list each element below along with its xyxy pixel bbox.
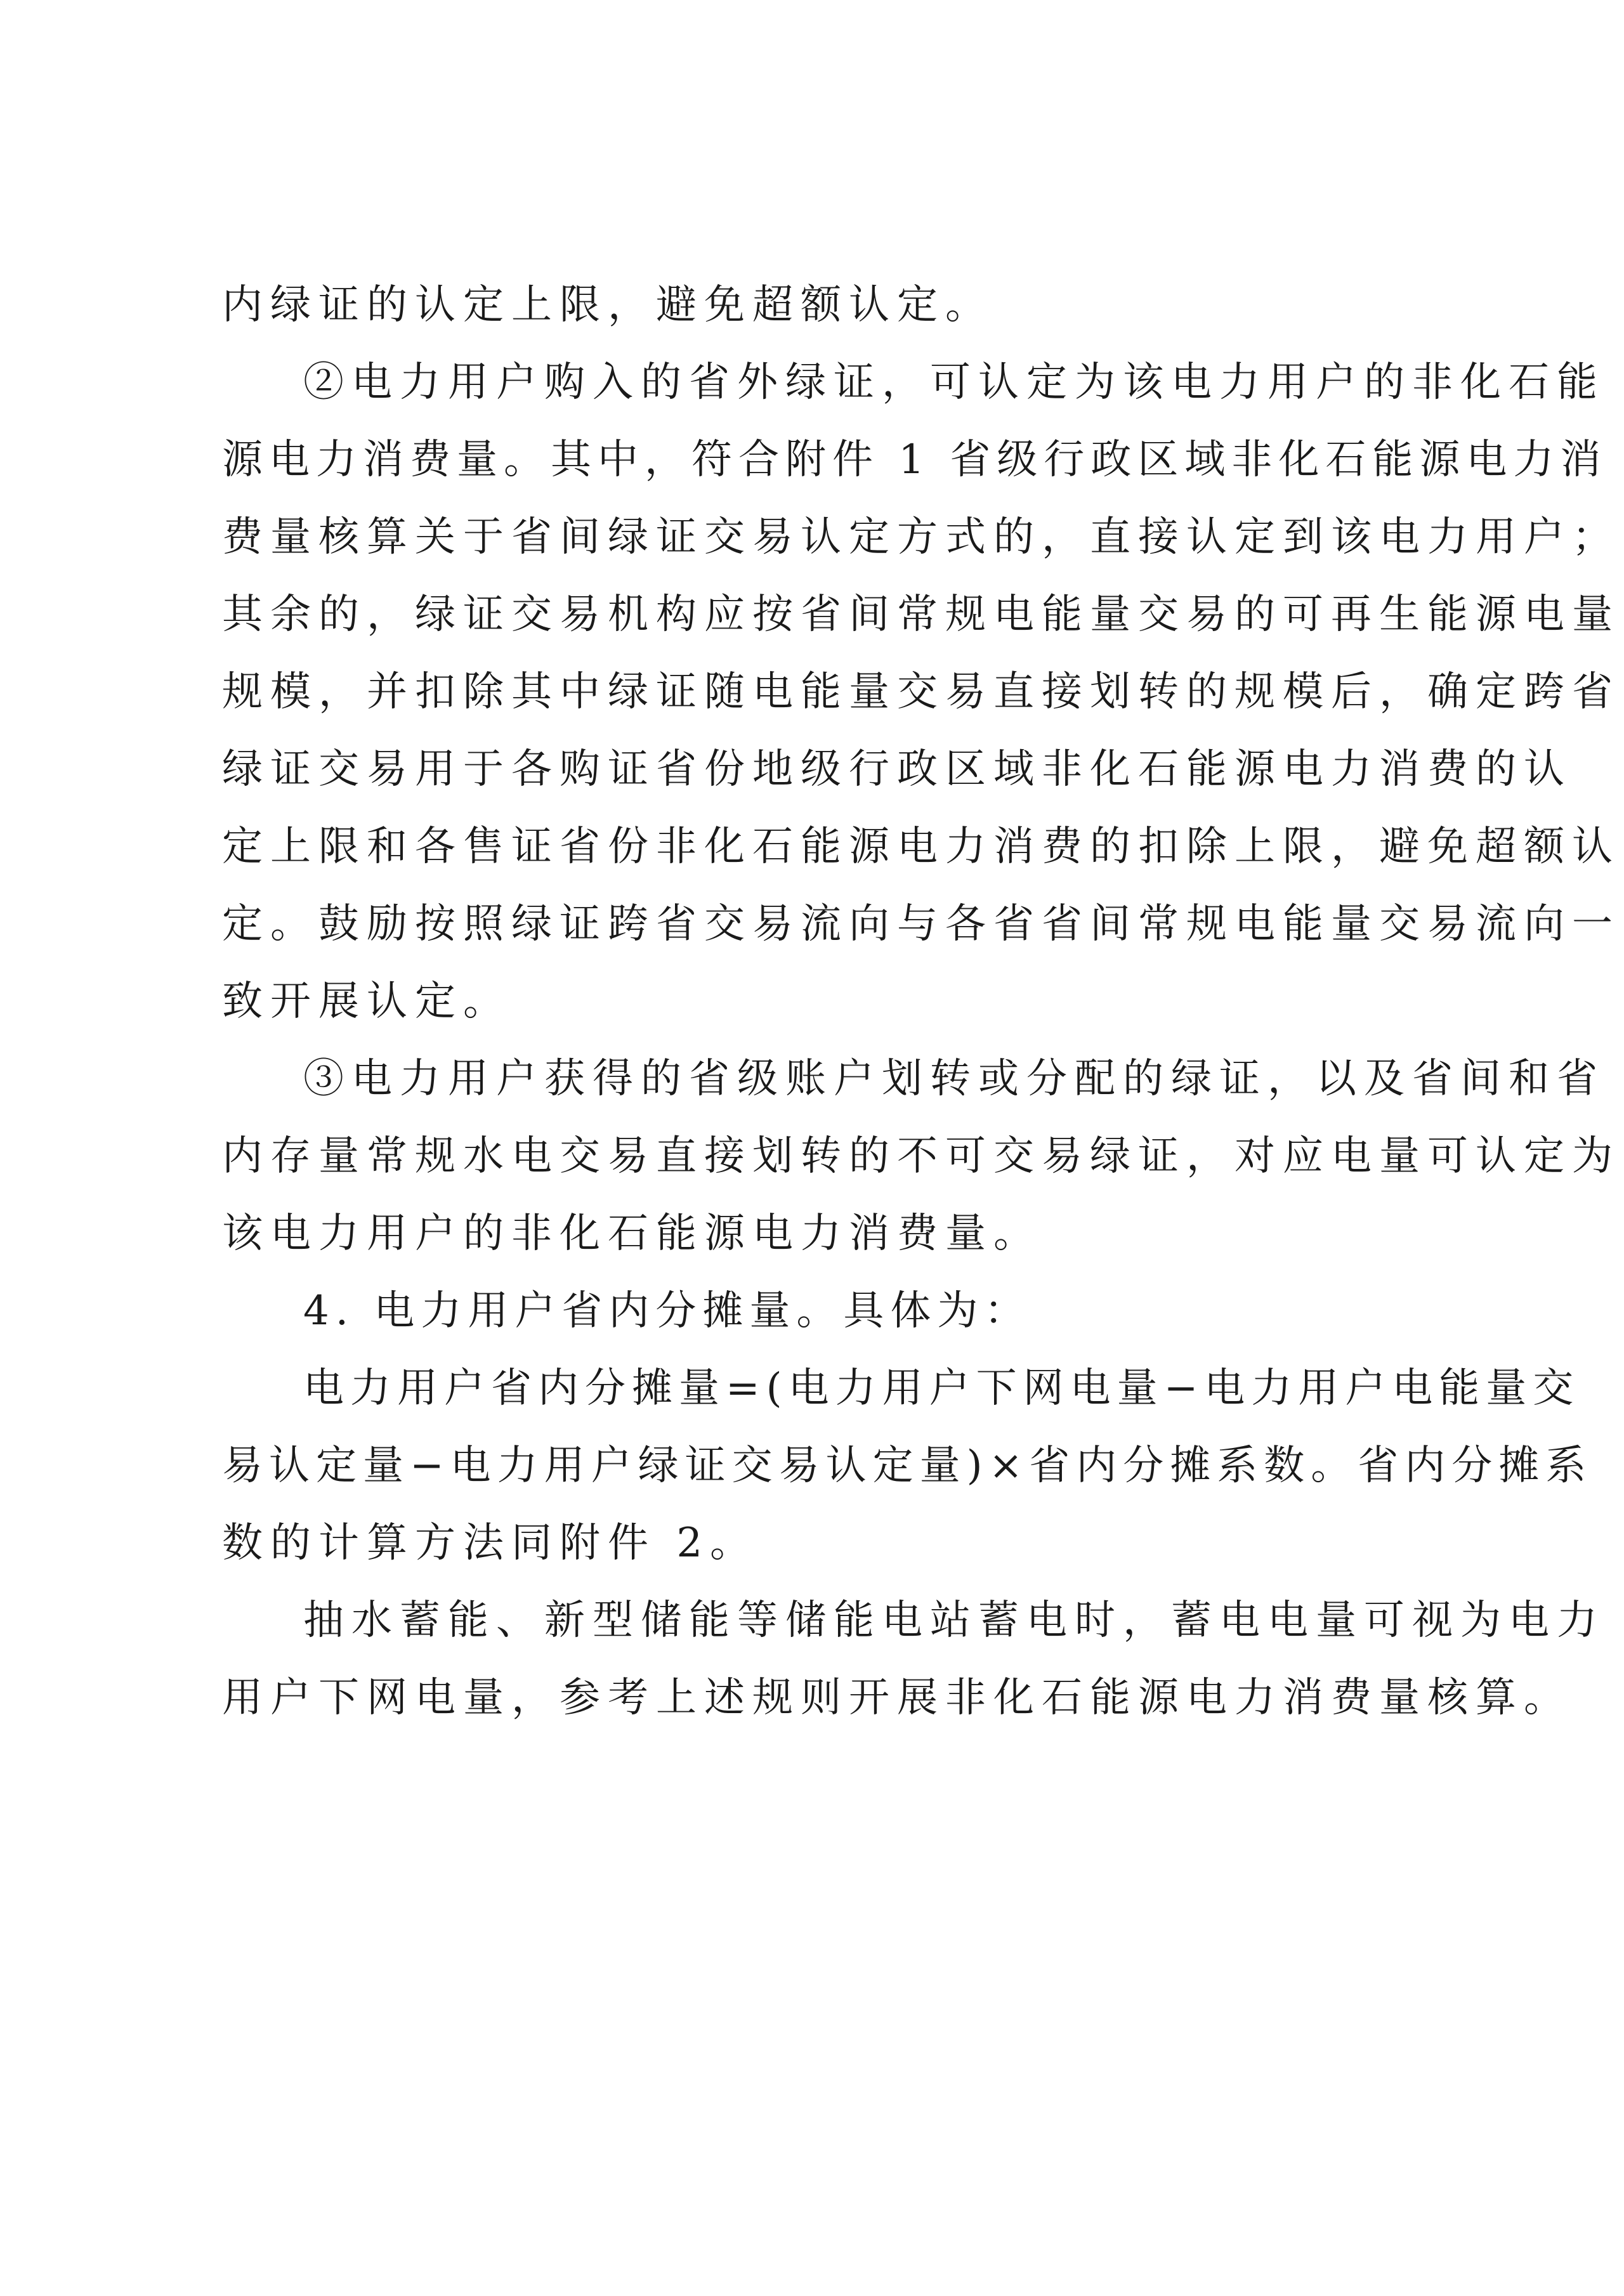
text-line: 定。鼓励按照绿证跨省交易流向与各省省间常规电能量交易流向一	[222, 901, 1620, 948]
text-line: ③电力用户获得的省级账户划转或分配的绿证，以及省间和省	[303, 1055, 1605, 1102]
text-line: 绿证交易用于各购证省份地级行政区域非化石能源电力消费的认	[222, 746, 1572, 793]
text-line: 费量核算关于省间绿证交易认定方式的，直接认定到该电力用户；	[222, 514, 1620, 561]
text-line: 致开展认定。	[222, 978, 511, 1025]
text-line: 易认定量−电力用户绿证交易认定量)×省内分摊系数。省内分摊系	[222, 1442, 1593, 1489]
section-heading: 4. 电力用户省内分摊量。具体为：	[303, 1288, 1031, 1334]
text-line: 内存量常规水电交易直接划转的不可交易绿证，对应电量可认定为	[222, 1133, 1620, 1180]
text-line: ②电力用户购入的省外绿证，可认定为该电力用户的非化石能	[303, 359, 1605, 406]
text-line: 该电力用户的非化石能源电力消费量。	[222, 1210, 1042, 1257]
text-line: 电力用户省内分摊量=(电力用户下网电量−电力用户电能量交	[303, 1365, 1580, 1412]
text-line: 数的计算方法同附件 2。	[222, 1520, 759, 1567]
text-line: 定上限和各售证省份非化石能源电力消费的扣除上限，避免超额认	[222, 823, 1620, 870]
text-line: 规模，并扣除其中绿证随电能量交易直接划转的规模后，确定跨省	[222, 669, 1620, 715]
text-line: 内绿证的认定上限，避免超额认定。	[222, 282, 993, 329]
document-body	[222, 266, 1620, 1737]
text-line: 用户下网电量，参考上述规则开展非化石能源电力消费量核算。	[222, 1674, 1572, 1721]
text-line: 抽水蓄能、新型储能等储能电站蓄电时，蓄电电量可视为电力	[303, 1597, 1605, 1644]
text-line: 源电力消费量。其中，符合附件 1 省级行政区域非化石能源电力消	[222, 436, 1608, 483]
text-line: 其余的，绿证交易机构应按省间常规电能量交易的可再生能源电量	[222, 591, 1620, 638]
